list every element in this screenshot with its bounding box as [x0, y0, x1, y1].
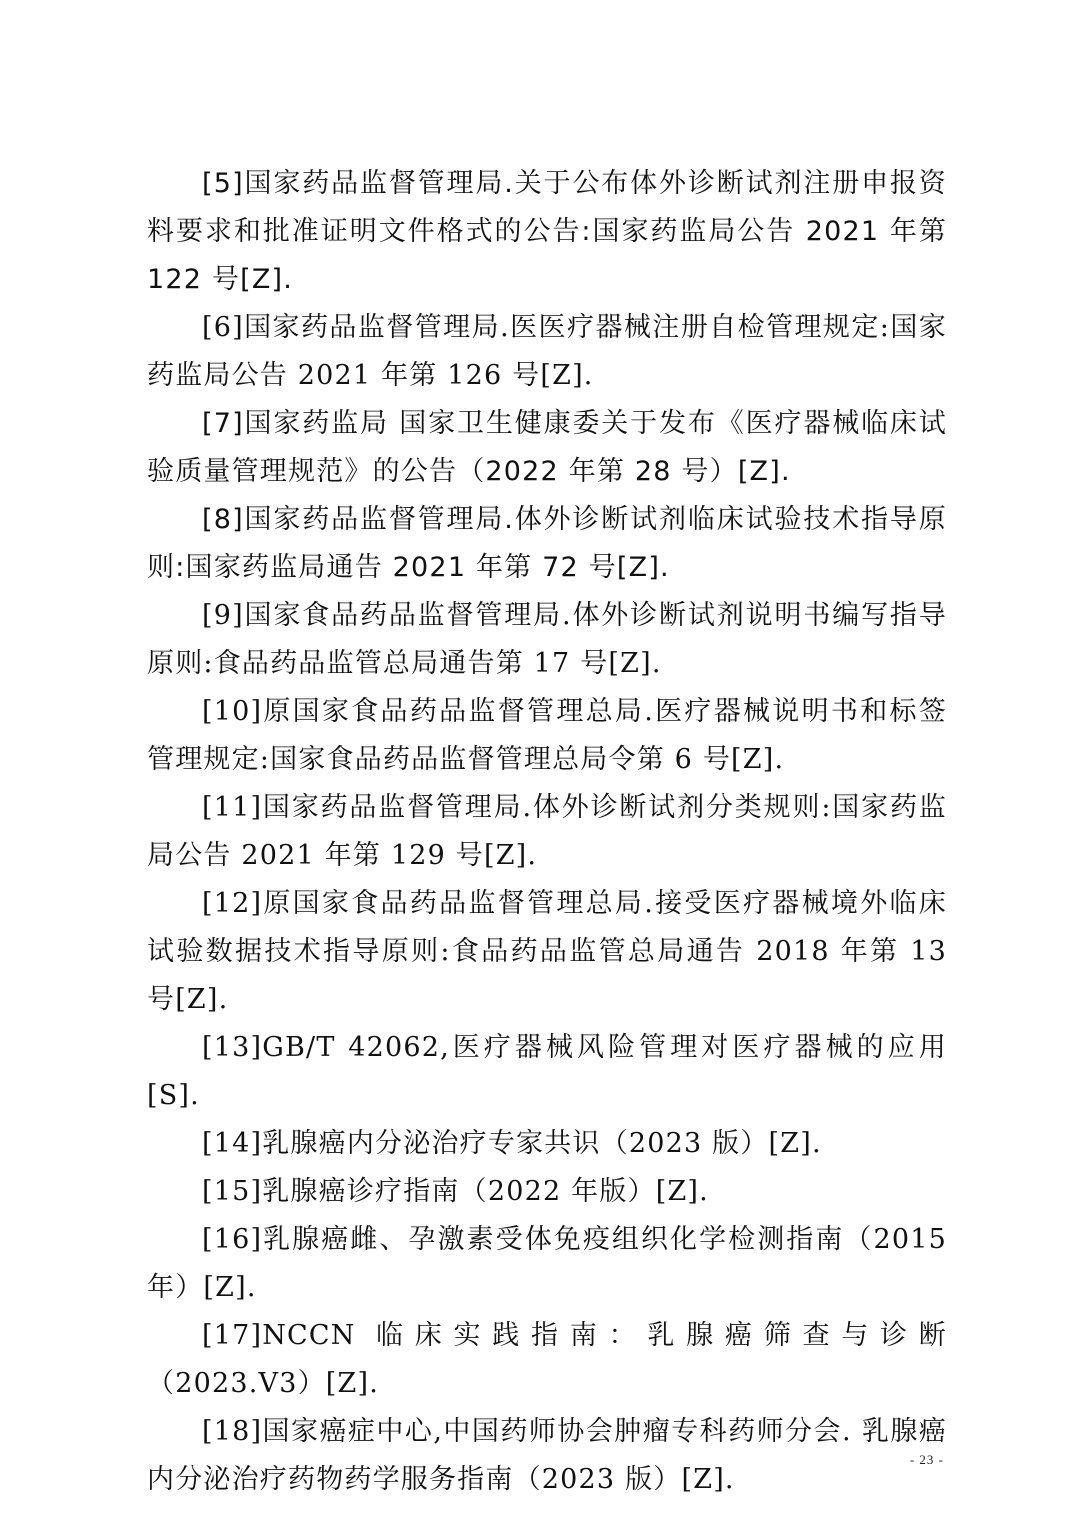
reference-10: [10]原国家食品药品监督管理总局.医疗器械说明书和标签管理规定:国家食品药品监督管理总局令第 6 号[Z]. [147, 696, 947, 775]
reference-5: [5]国家药品监督管理局.关于公布体外诊断试剂注册申报资料要求和批准证明文件格式的公告:国家药监局公告 2021 年第 122 号[Z]. [147, 168, 947, 295]
reference-14: [14]乳腺癌内分泌治疗专家共识（2023 版）[Z]. [202, 1128, 822, 1159]
reference-18: [18]国家癌症中心,中国药师协会肿瘤专科药师分会. 乳腺癌内分泌治疗药物药学服务指南（2023 版）[Z]. [147, 1416, 947, 1495]
reference-list [147, 160, 947, 1504]
reference-6: [6]国家药品监督管理局.医医疗器械注册自检管理规定:国家药监局公告 2021 年第 126 号[Z]. [147, 312, 947, 391]
reference-16: [16]乳腺癌雌、孕激素受体免疫组织化学检测指南（2015 年）[Z]. [147, 1224, 947, 1303]
page-number: - 23 - [909, 1452, 944, 1467]
reference-7: [7]国家药监局 国家卫生健康委关于发布《医疗器械临床试验质量管理规范》的公告（2022 年第 28 号）[Z]. [147, 408, 947, 487]
reference-17: [17]NCCN 临床实践指南：乳腺癌筛查与诊断（2023.V3）[Z]. [147, 1320, 947, 1399]
reference-8: [8]国家药品监督管理局.体外诊断试剂临床试验技术指导原则:国家药监局通告 2021 年第 72 号[Z]. [147, 504, 947, 583]
reference-13: [13]GB/T 42062,医疗器械风险管理对医疗器械的应用[S]. [147, 1032, 947, 1111]
reference-9: [9]国家食品药品监督管理局.体外诊断试剂说明书编写指导原则:食品药品监管总局通告第 17 号[Z]. [147, 600, 947, 679]
reference-12: [12]原国家食品药品监督管理总局.接受医疗器械境外临床试验数据技术指导原则:食品药品监管总局通告 2018 年第 13 号[Z]. [147, 888, 947, 1015]
reference-11: [11]国家药品监督管理局.体外诊断试剂分类规则:国家药监局公告 2021 年第 129 号[Z]. [147, 792, 947, 871]
reference-15: [15]乳腺癌诊疗指南（2022 年版）[Z]. [202, 1176, 709, 1207]
